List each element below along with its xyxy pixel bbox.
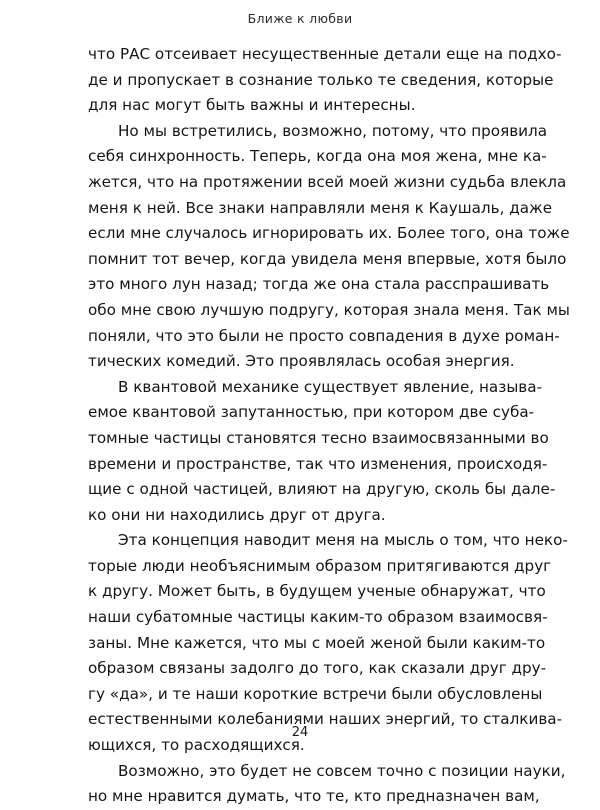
text-line: для нас могут быть важны и интересны. bbox=[88, 96, 416, 115]
text-line: Возможно, это будет не совсем точно с позиции науки, bbox=[118, 761, 566, 780]
paragraph-2 bbox=[88, 119, 570, 375]
text-line: это много лун назад; тогда же она стала расспрашивать bbox=[88, 275, 550, 294]
paragraph-5 bbox=[88, 759, 566, 810]
text-line: поняли, что это были не просто совпадения в духе роман- bbox=[88, 326, 560, 345]
text-line: наши субатомные частицы каким-то образом взаимосвя- bbox=[88, 608, 548, 627]
text-line: Эта концепция наводит меня на мысль о том, что неко- bbox=[118, 531, 568, 550]
text-line: заны. Мне кажется, что мы с моей женой были каким-то bbox=[88, 633, 546, 652]
page-number: 24 bbox=[291, 725, 309, 740]
text-line: емое квантовой запутанностью, при котором две суба- bbox=[88, 403, 535, 422]
text-line: если мне случалось игнорировать их. Более того, она тоже bbox=[88, 224, 570, 243]
text-line: ко они ни находились друг от друга. bbox=[88, 505, 386, 524]
text-line: времени и пространстве, так что изменения, происходя- bbox=[88, 454, 548, 473]
text-line: помнит тот вечер, когда увидела меня впервые, хотя было bbox=[88, 249, 567, 268]
text-line: но мне нравится думать, что те, кто предназначен вам, bbox=[88, 787, 540, 806]
text-line: меня к ней. Все знаки направляли меня к Каушаль, даже bbox=[88, 198, 553, 217]
text-line: себя синхронность. Теперь, когда она моя жена, мне ка- bbox=[88, 147, 547, 166]
text-line: гу «да», и те наши короткие встречи были обусловлены bbox=[88, 684, 543, 703]
text-line: естественными колебаниями наших энергий, то сталкива- bbox=[88, 710, 563, 729]
paragraph-1 bbox=[88, 42, 562, 119]
text-line: что РАС отсеивает несущественные детали еще на подхо- bbox=[88, 45, 562, 63]
text-line: де и пропускает в сознание только те сведения, которые bbox=[88, 70, 554, 89]
text-line: обо мне свою лучшую подругу, которая знала меня. Так мы bbox=[88, 300, 570, 319]
paragraph-3 bbox=[88, 375, 556, 529]
running-header: Ближе к любви bbox=[247, 11, 353, 26]
text-line: щие с одной частицей, влияют на другую, сколь бы дале- bbox=[88, 480, 556, 499]
text-line: образом связаны задолго до того, как сказали друг дру- bbox=[88, 659, 547, 678]
text-line: жется, что на протяжении всей моей жизни судьба влекла bbox=[88, 172, 567, 191]
text-line: В квантовой механике существует явление, называ- bbox=[118, 377, 543, 396]
body-text bbox=[88, 42, 570, 810]
text-line: ющихся, то расходящихся. bbox=[88, 736, 305, 755]
text-line: томные частицы становятся тесно взаимосвязанными во bbox=[88, 428, 549, 447]
text-line: Но мы встретились, возможно, потому, что проявила bbox=[118, 121, 548, 140]
text-line: тических комедий. Это проявлялась особая энергия. bbox=[88, 352, 515, 371]
text-line: торые люди необъяснимым образом притягиваются друг bbox=[88, 556, 552, 575]
text-line: к другу. Может быть, в будущем ученые обнаружат, что bbox=[88, 582, 546, 601]
